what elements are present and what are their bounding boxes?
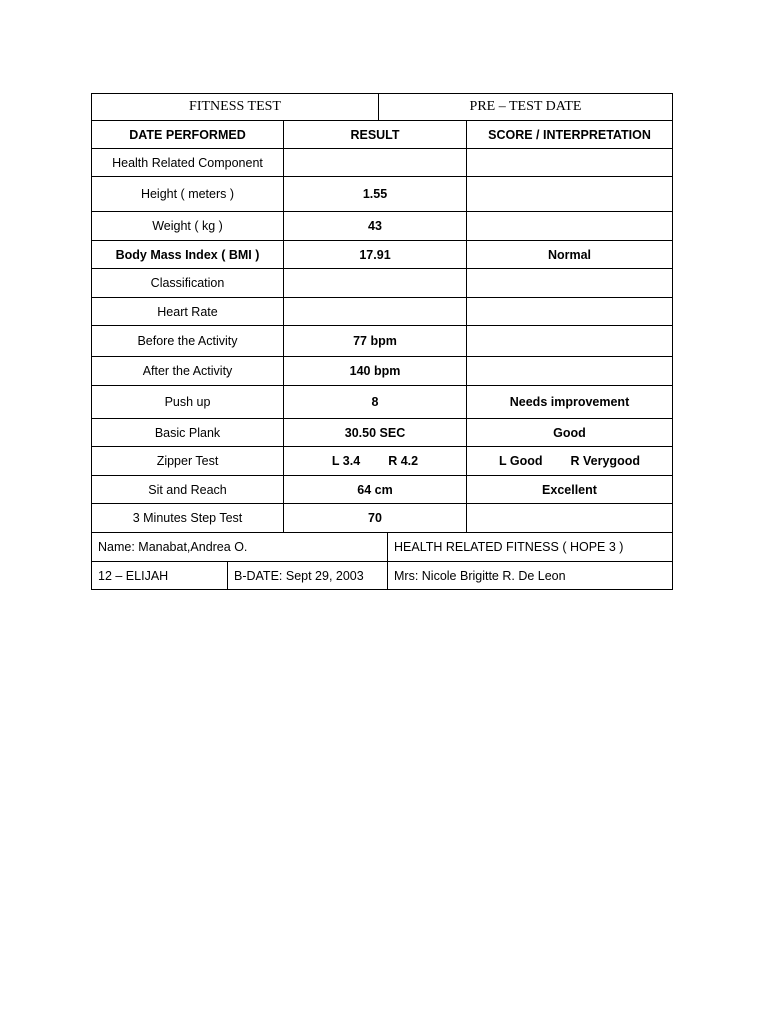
table-row <box>91 298 673 326</box>
footer-row-name <box>91 533 673 562</box>
row-score <box>466 326 672 356</box>
section-label: 12 – ELIJAH <box>98 568 169 583</box>
row-score <box>466 298 672 325</box>
date-performed-header: DATE PERFORMED <box>129 127 246 142</box>
table-row <box>91 177 673 212</box>
score-header: SCORE / INTERPRETATION <box>466 121 672 148</box>
row-label: Sit and Reach <box>148 482 227 497</box>
row-label: Health Related Component <box>112 155 263 170</box>
row-score: Excellent <box>466 476 672 503</box>
row-result: 77 bpm <box>283 326 466 356</box>
zipper-result-pair <box>332 454 418 468</box>
row-result: 70 <box>283 504 466 532</box>
result-header: RESULT <box>283 121 466 148</box>
course-title: HEALTH RELATED FITNESS ( HOPE 3 ) <box>387 533 672 561</box>
table-row <box>91 447 673 476</box>
row-label: Classification <box>150 276 225 290</box>
student-name: Name: Manabat,Andrea O. <box>98 540 248 554</box>
row-label: Push up <box>164 395 211 409</box>
row-result: 140 bpm <box>283 357 466 385</box>
fitness-test-form <box>91 93 673 590</box>
zipper-result-left: L 3.4 <box>331 454 361 468</box>
row-result: 30.50 SEC <box>283 419 466 446</box>
row-result: 43 <box>283 212 466 240</box>
row-label: After the Activity <box>142 364 233 378</box>
birth-date: B-DATE: Sept 29, 2003 <box>227 562 387 589</box>
row-result: 8 <box>283 386 466 418</box>
row-label: 3 Minutes Step Test <box>132 511 243 525</box>
column-header-row <box>91 121 673 149</box>
row-label: Body Mass Index ( BMI ) <box>115 247 260 262</box>
table-row <box>91 149 673 177</box>
zipper-score-pair <box>499 454 640 468</box>
teacher-name: Mrs: Nicole Brigitte R. De Leon <box>387 562 672 589</box>
row-score: Needs improvement <box>466 386 672 418</box>
row-result <box>283 149 466 176</box>
row-score: Good <box>466 419 672 446</box>
row-score <box>466 212 672 240</box>
table-row <box>91 241 673 269</box>
table-row <box>91 419 673 447</box>
zipper-score-right: R Verygood <box>570 454 640 468</box>
row-score <box>466 149 672 176</box>
row-score <box>466 177 672 211</box>
row-label: Height ( meters ) <box>140 187 235 201</box>
row-score <box>466 504 672 532</box>
zipper-score-left: L Good <box>499 454 543 468</box>
row-label: Before the Activity <box>137 334 238 348</box>
zipper-result-right: R 4.2 <box>388 454 419 468</box>
row-score: Normal <box>466 241 672 268</box>
footer-row-section <box>91 562 673 590</box>
row-label: Zipper Test <box>156 454 219 468</box>
row-result <box>283 269 466 297</box>
form-title: FITNESS TEST <box>189 99 281 114</box>
table-row <box>91 326 673 357</box>
row-label: Heart Rate <box>157 304 218 319</box>
row-result <box>283 298 466 325</box>
row-result <box>283 447 466 475</box>
pretest-date-label: PRE – TEST DATE <box>378 94 672 120</box>
table-row <box>91 504 673 533</box>
row-result: 17.91 <box>283 241 466 268</box>
row-result: 64 cm <box>283 476 466 503</box>
table-row <box>91 212 673 241</box>
table-row <box>91 386 673 419</box>
row-score <box>466 357 672 385</box>
row-score <box>466 269 672 297</box>
table-row <box>91 476 673 504</box>
table-row <box>91 269 673 298</box>
row-score <box>466 447 672 475</box>
row-result: 1.55 <box>283 177 466 211</box>
row-label: Weight ( kg ) <box>152 219 223 233</box>
table-row <box>91 357 673 386</box>
title-row <box>91 93 673 121</box>
row-label: Basic Plank <box>154 425 221 440</box>
